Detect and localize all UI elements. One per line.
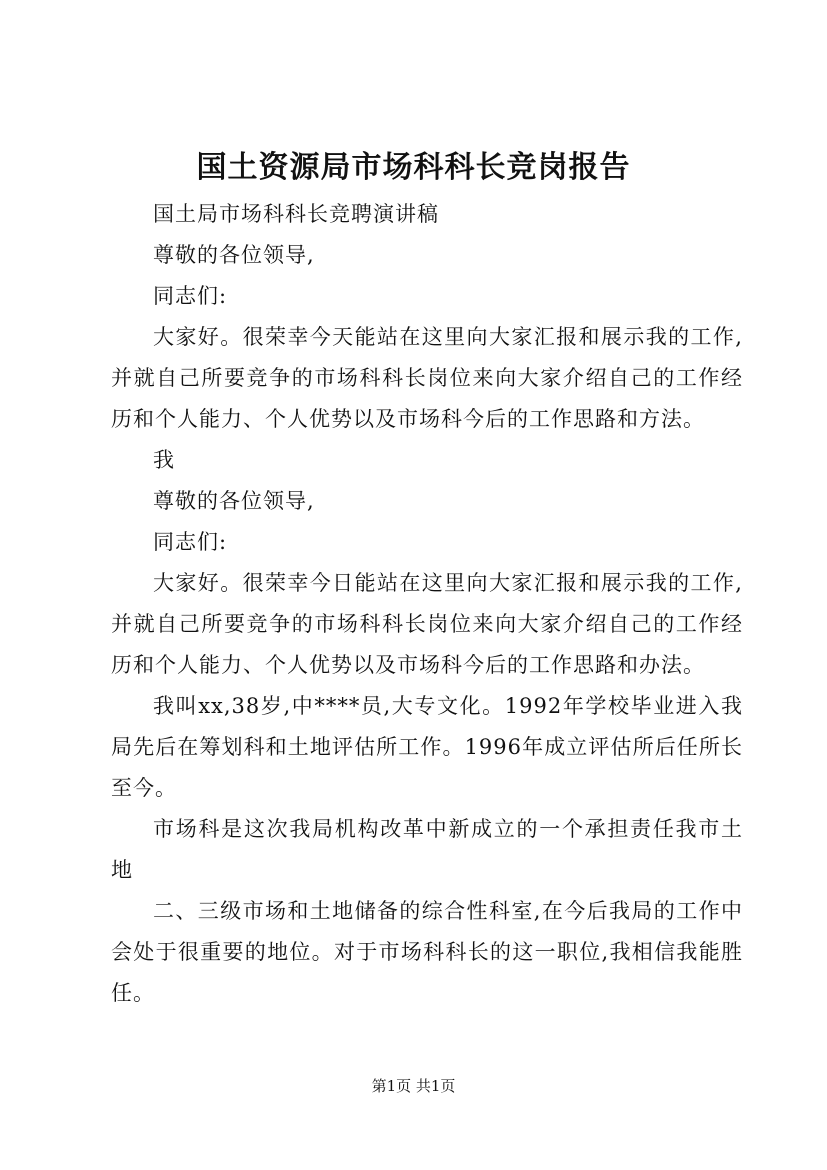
document-title: 国土资源局市场科科长竞岗报告 <box>196 150 631 185</box>
paragraph-intro-repeat: 大家好。很荣幸今日能站在这里向大家汇报和展示我的工作,并就自己所要竞争的市场科科长岗位来向大家介绍自己的工作经历和个人能力、个人优势以及市场科今后的工作思路和办法。 <box>111 571 743 677</box>
paragraph-salutation-repeat: 尊敬的各位领导, <box>153 489 315 513</box>
paragraph-department-role: 二、三级市场和土地储备的综合性科室,在今后我局的工作中会处于很重要的地位。对于市场科科长的这一职位,我相信我能胜任。 <box>111 899 743 1005</box>
paragraph-salutation: 尊敬的各位领导, <box>153 243 315 267</box>
document-body <box>111 194 743 1014</box>
page-footer: 第1页 共1页 <box>371 1077 456 1095</box>
paragraph-department-description: 市场科是这次我局机构改革中新成立的一个承担责任我市土地 <box>111 817 743 882</box>
paragraph-greeting: 同志们: <box>153 284 228 308</box>
paragraph-fragment: 我 <box>153 448 175 472</box>
paragraph-speech-heading: 国土局市场科科长竞聘演讲稿 <box>153 202 439 226</box>
paragraph-greeting-repeat: 同志们: <box>153 530 228 554</box>
paragraph-intro: 大家好。很荣幸今天能站在这里向大家汇报和展示我的工作,并就自己所要竞争的市场科科长岗位来向大家介绍自己的工作经历和个人能力、个人优势以及市场科今后的工作思路和方法。 <box>111 325 743 431</box>
paragraph-self-introduction: 我叫xx,38岁,中****员,大专文化。1992年学校毕业进入我局先后在筹划科和土地评估所工作。1996年成立评估所后任所长至今。 <box>111 694 743 800</box>
